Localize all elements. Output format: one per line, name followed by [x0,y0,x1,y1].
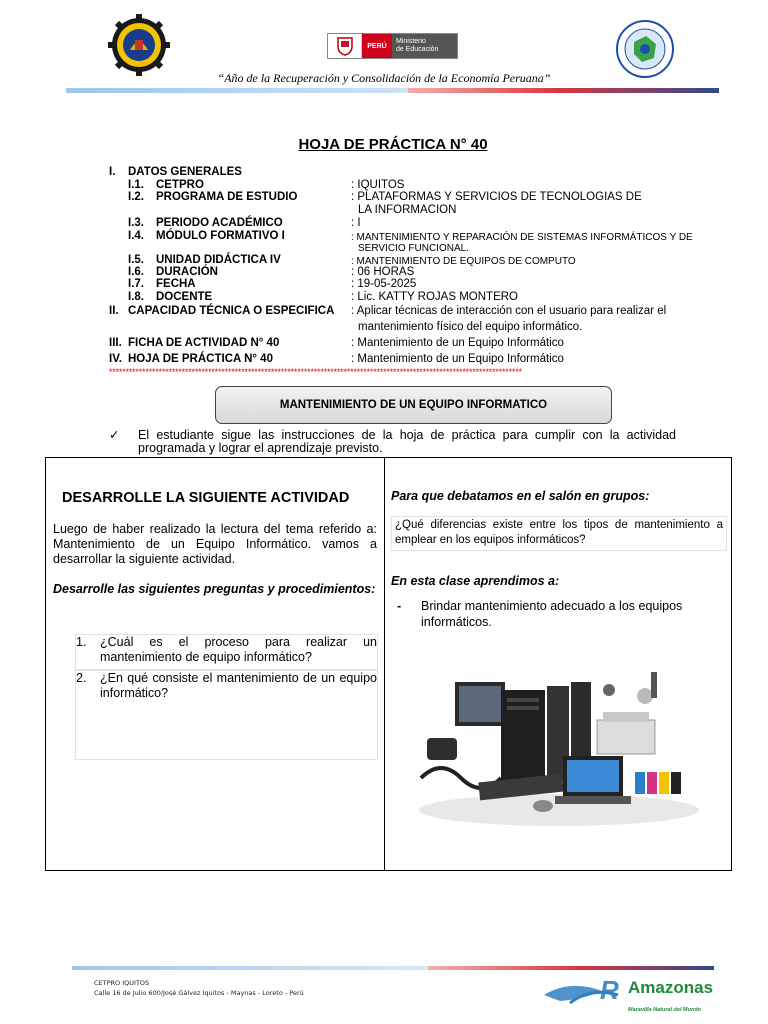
footer-institution: CETPRO IQUITOS [94,979,150,987]
item-value: : IQUITOS [351,179,405,191]
regional-education-seal [616,20,674,78]
debate-heading: Para que debatamos en el salón en grupos: [391,489,650,503]
header-stripe-navy [558,88,719,93]
svg-text:R: R [600,975,619,1005]
item-num: I.6. [128,266,144,278]
section-value-cont: mantenimiento físico del equipo informático. [358,321,583,333]
minedu-logo [327,33,458,59]
question-item [76,671,377,701]
topic-banner: MANTENIMIENTO DE UN EQUIPO INFORMATICO [215,386,612,424]
item-value: : Lic. KATTY ROJAS MONTERO [351,291,518,303]
item-value: : MANTENIMIENTO Y REPARACIÓN DE SISTEMAS INFORMÁTICOS Y DE [351,232,693,243]
item-value-cont: LA INFORMACION [358,204,457,216]
peru-badge: PERÚ [362,34,392,58]
section-label: CAPACIDAD TÉCNICA O ESPECIFICA [128,305,335,317]
question-box [75,634,378,670]
section-value: : Aplicar técnicas de interacción con el usuario para realizar el [351,305,667,317]
asterisk-separator: ***************************************************************************************************************************** [109,367,522,377]
item-value: : MANTENIMIENTO DE EQUIPOS DE COMPUTO [351,256,576,267]
learned-heading: En esta clase aprendimos a: [391,574,560,588]
question-item [76,635,377,665]
section-label: III. [109,337,122,349]
item-num: I.4. [128,230,144,242]
section-label: HOJA DE PRÁCTICA N° 40 [128,353,273,365]
section-value: : Mantenimiento de un Equipo Informático [351,353,564,365]
checkmark-icon: ✓ [109,428,120,442]
item-num: I.2. [128,191,144,203]
header-stripe-red [408,88,558,93]
item-label: CETPRO [156,179,204,191]
activity-heading: DESARROLLE LA SIGUIENTE ACTIVIDAD [62,490,350,506]
activity-column [46,458,385,870]
item-value: : 19-05-2025 [351,278,417,290]
learned-item [397,598,717,630]
section-label: FICHA DE ACTIVIDAD N° 40 [128,337,280,349]
section-num: IV. [109,353,123,365]
header-stripe-blue [66,88,408,93]
national-shield-icon [328,34,362,58]
question-text: ¿Cuál es el proceso para realizar un mantenimiento de equipo informático? [100,635,377,664]
dash-bullet-icon: - [397,599,402,613]
item-num: I.7. [128,278,144,290]
instruction-line [109,429,676,455]
item-num: I.3. [128,217,144,229]
logo-word: Amazonas [628,978,714,997]
item-label: FECHA [156,278,196,290]
debate-column [385,458,731,870]
item-value: : I [351,217,361,229]
cetpro-emblem [108,14,170,76]
learned-text: Brindar mantenimiento adecuado a los equipos informáticos. [421,599,683,629]
question-number: 2. [76,671,87,685]
footer-stripe-blue [72,966,428,970]
activity-intro: Luego de haber realizado la lectura del tema referido a: Mantenimiento de un Equipo Informático. vamos a desarrollar la siguiente actividad. [53,522,377,566]
instruction-text: El estudiante sigue las instrucciones de la hoja de práctica para cumplir con la actividad programada y lograr el aprendizaje previsto. [138,428,676,455]
section-num: I. [109,166,116,178]
rio-amazonas-logo [540,969,720,1015]
item-value: : PLATAFORMAS Y SERVICIOS DE TECNOLOGIAS DE [351,191,642,203]
item-num: I.1. [128,179,144,191]
section-value: : Mantenimiento de un Equipo Informático [351,337,564,349]
section-num: II. [109,305,119,317]
item-num: I.5. [128,254,144,266]
item-label: DOCENTE [156,291,213,303]
debate-question: ¿Qué diferencias existe entre los tipos de mantenimiento a emplear en los equipos informáticos? [391,516,727,551]
item-label: PROGRAMA DE ESTUDIO [156,191,298,203]
activity-table [45,457,732,871]
section-label: DATOS GENERALES [128,166,242,178]
ministry-name: Ministerio de Educación [392,34,457,58]
computer-equipment-image [413,660,705,828]
question-box [75,670,378,760]
item-label: PERIODO ACADÉMICO [156,217,283,229]
item-value-cont: SERVICIO FUNCIONAL. [358,243,469,254]
question-text: ¿En qué consiste el mantenimiento de un equipo informático? [100,671,377,700]
page-title: HOJA DE PRÁCTICA N° 40 [298,136,488,153]
footer-address: Calle 16 de Julio 600/José Gálvez Iquitos - Maynas - Loreto - Perú [94,989,304,997]
activity-subheading: Desarrolle las siguientes preguntas y procedimientos: [53,582,376,596]
item-num: I.8. [128,291,144,303]
footer-address-block [94,978,304,998]
item-label: MÓDULO FORMATIVO I [156,230,285,242]
item-value: : 06 HORAS [351,266,415,278]
item-label: DURACIÓN [156,266,218,278]
item-label: UNIDAD DIDÁCTICA IV [156,254,281,266]
logo-tagline: Maravilla Natural del Mundo [628,1007,702,1013]
question-number: 1. [76,635,87,649]
year-motto: “Año de la Recuperación y Consolidación de la Economía Peruana” [217,71,551,85]
